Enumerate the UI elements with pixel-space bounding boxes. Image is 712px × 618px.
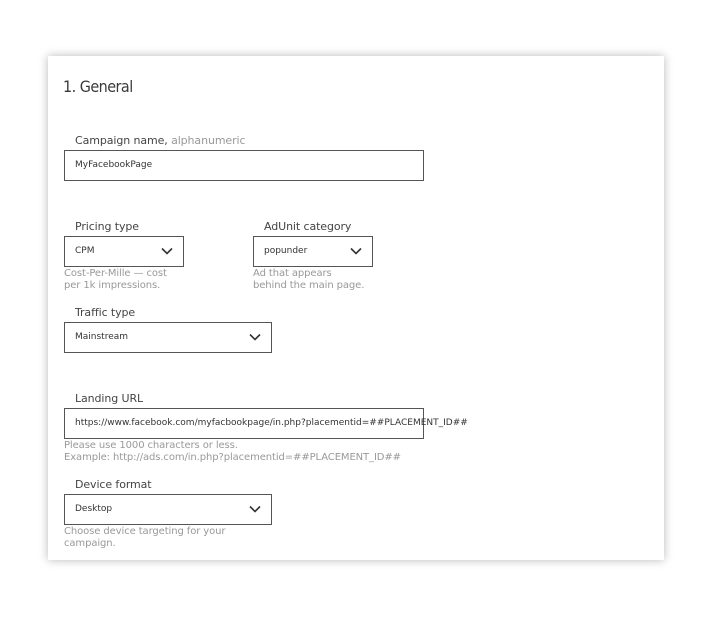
device-format-help-line1: Choose device targeting for your	[64, 526, 226, 537]
landing-url-help-line2: Example: http://ads.com/in.php?placementid=##PLACEMENT_ID##	[64, 452, 401, 463]
traffic-type-value: Mainstream	[75, 332, 129, 342]
device-format-help	[64, 526, 225, 550]
device-format-help-line2: campaign.	[64, 538, 116, 549]
pricing-type-help-line1: Cost-Per-Mille — cost	[64, 268, 167, 279]
landing-url-label: Landing URL	[75, 392, 144, 405]
landing-url-help-line1: Please use 1000 characters or less.	[64, 440, 238, 451]
adunit-category-help-line2: behind the main page.	[253, 280, 365, 291]
chevron-down-icon	[249, 333, 261, 341]
adunit-category-help-line1: Ad that appears	[253, 268, 332, 279]
pricing-type-value: CPM	[75, 246, 95, 256]
campaign-name-hint: alphanumeric	[171, 134, 246, 147]
device-format-select[interactable]	[64, 494, 272, 525]
pricing-type-help	[64, 268, 167, 292]
campaign-name-label	[75, 134, 245, 147]
device-format-label: Device format	[75, 478, 152, 491]
section-title: 1. General	[63, 77, 133, 96]
adunit-category-label: AdUnit category	[264, 220, 352, 233]
chevron-down-icon	[350, 247, 362, 255]
pricing-type-select[interactable]	[64, 236, 184, 267]
chevron-down-icon	[249, 505, 261, 513]
traffic-type-label: Traffic type	[75, 306, 136, 319]
adunit-category-help	[253, 268, 364, 292]
landing-url-input[interactable]: https://www.facebook.com/myfacbookpage/in.php?placementid=##PLACEMENT_ID##	[64, 408, 424, 439]
landing-url-help	[64, 440, 401, 464]
pricing-type-label: Pricing type	[75, 220, 139, 233]
campaign-name-input[interactable]: MyFacebookPage	[64, 150, 424, 181]
device-format-value: Desktop	[75, 504, 113, 514]
chevron-down-icon	[161, 247, 173, 255]
campaign-name-label-text: Campaign name,	[75, 134, 168, 147]
adunit-category-select[interactable]	[253, 236, 373, 267]
traffic-type-select[interactable]	[64, 322, 272, 353]
adunit-category-value: popunder	[264, 246, 308, 256]
campaign-form-card	[48, 56, 664, 560]
pricing-type-help-line2: per 1k impressions.	[64, 280, 161, 291]
